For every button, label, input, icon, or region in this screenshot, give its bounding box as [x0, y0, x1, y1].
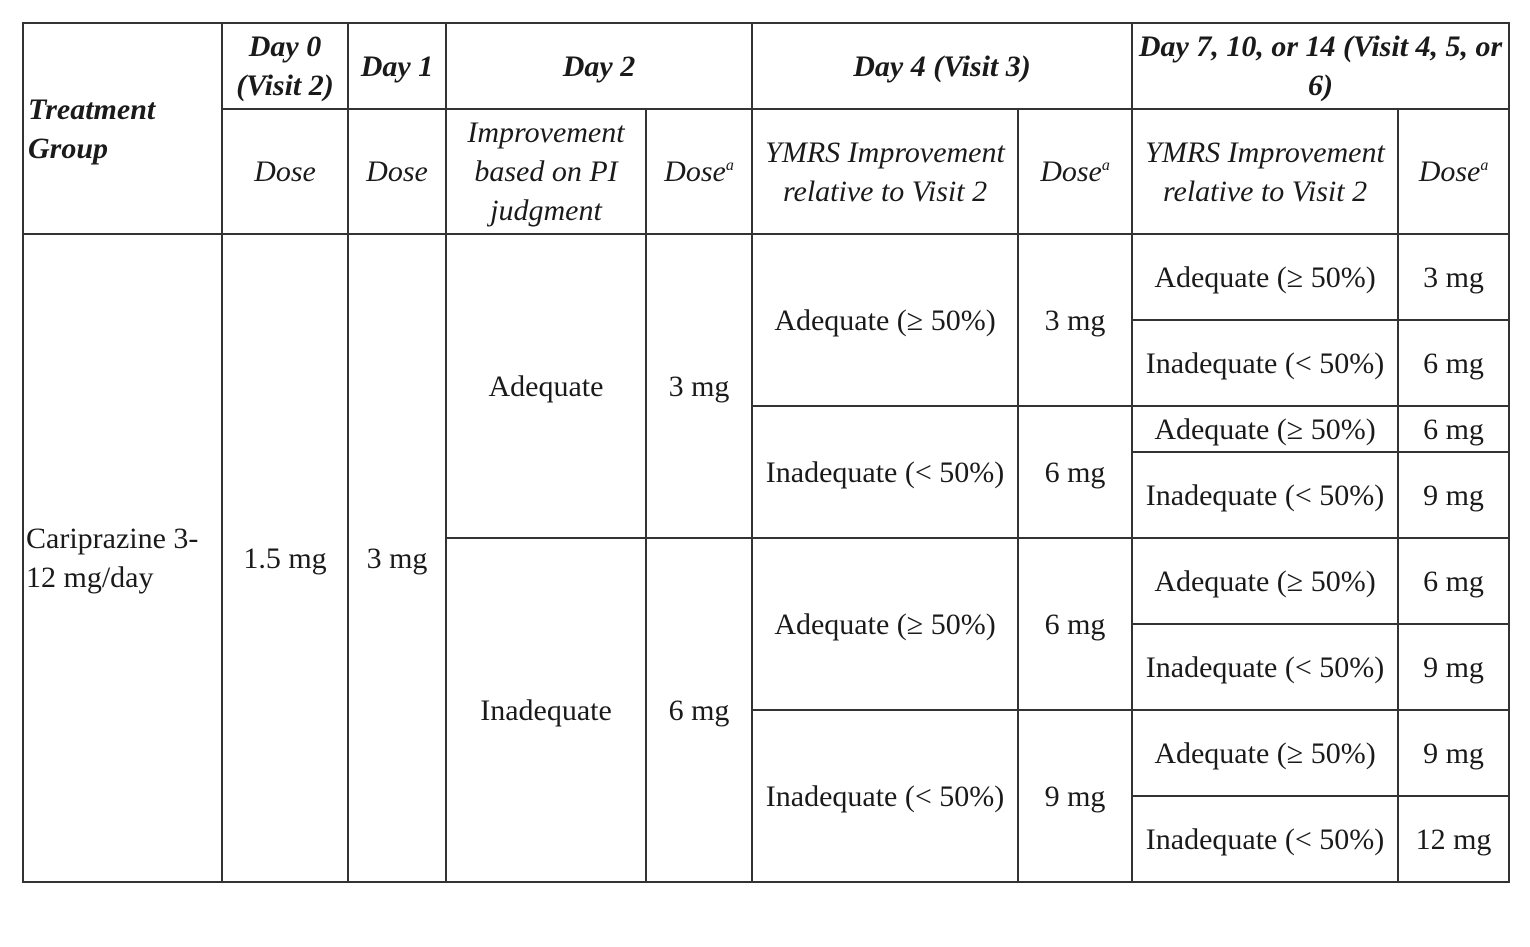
treatment-group-cell: Cariprazine 3-12 mg/day [23, 234, 222, 882]
header-day1: Day 1 [348, 23, 446, 109]
header-day7: Day 7, 10, or 14 (Visit 4, 5, or 6) [1132, 23, 1509, 109]
day7-improvement-cell: Adequate (≥ 50%) [1132, 710, 1398, 796]
day7-dose-cell: 9 mg [1398, 452, 1509, 538]
header-day0: Day 0 (Visit 2) [222, 23, 348, 109]
day7-dose-cell: 3 mg [1398, 234, 1509, 320]
subheader-day0-dose: Dose [222, 109, 348, 234]
day4-dose-cell: 3 mg [1018, 234, 1132, 406]
dose-titration-table [22, 22, 1510, 883]
day4-improvement-cell: Adequate (≥ 50%) [752, 234, 1018, 406]
day2-improvement-cell: Adequate [446, 234, 646, 538]
day4-improvement-cell: Inadequate (< 50%) [752, 710, 1018, 882]
day7-improvement-cell: Inadequate (< 50%) [1132, 624, 1398, 710]
day2-improvement-cell: Inadequate [446, 538, 646, 882]
day7-dose-cell: 6 mg [1398, 406, 1509, 452]
day0-dose-cell: 1.5 mg [222, 234, 348, 882]
day4-dose-cell: 6 mg [1018, 538, 1132, 710]
subheader-day2-improvement: Improvement based on PI judgment [446, 109, 646, 234]
day2-dose-cell: 3 mg [646, 234, 752, 538]
footnote-marker: a [1101, 157, 1110, 174]
day7-dose-cell: 6 mg [1398, 538, 1509, 624]
footnote-marker: a [725, 157, 734, 174]
day7-improvement-cell: Adequate (≥ 50%) [1132, 406, 1398, 452]
subheader-day7-improvement: YMRS Improvement relative to Visit 2 [1132, 109, 1398, 234]
day4-dose-cell: 6 mg [1018, 406, 1132, 538]
footnote-marker: a [1480, 157, 1489, 174]
day1-dose-cell: 3 mg [348, 234, 446, 882]
header-treatment-group: Treatment Group [23, 23, 222, 234]
header-day2: Day 2 [446, 23, 752, 109]
subheader-day2-dose: Dose$^a$ [646, 109, 752, 234]
subheader-day4-improvement: YMRS Improvement relative to Visit 2 [752, 109, 1018, 234]
subheader-day7-dose: Dose$^a$ [1398, 109, 1509, 234]
day7-improvement-cell: Inadequate (< 50%) [1132, 796, 1398, 882]
day7-improvement-cell: Adequate (≥ 50%) [1132, 538, 1398, 624]
day7-improvement-cell: Inadequate (< 50%) [1132, 320, 1398, 406]
day2-dose-cell: 6 mg [646, 538, 752, 882]
day7-improvement-cell: Inadequate (< 50%) [1132, 452, 1398, 538]
day4-dose-cell: 9 mg [1018, 710, 1132, 882]
day7-dose-cell: 9 mg [1398, 624, 1509, 710]
day7-dose-cell: 12 mg [1398, 796, 1509, 882]
day7-dose-cell: 6 mg [1398, 320, 1509, 406]
subheader-day4-dose: Dose$^a$ [1018, 109, 1132, 234]
day4-improvement-cell: Adequate (≥ 50%) [752, 538, 1018, 710]
day7-improvement-cell: Adequate (≥ 50%) [1132, 234, 1398, 320]
subheader-day1-dose: Dose [348, 109, 446, 234]
header-day4: Day 4 (Visit 3) [752, 23, 1132, 109]
day7-dose-cell: 9 mg [1398, 710, 1509, 796]
day4-improvement-cell: Inadequate (< 50%) [752, 406, 1018, 538]
